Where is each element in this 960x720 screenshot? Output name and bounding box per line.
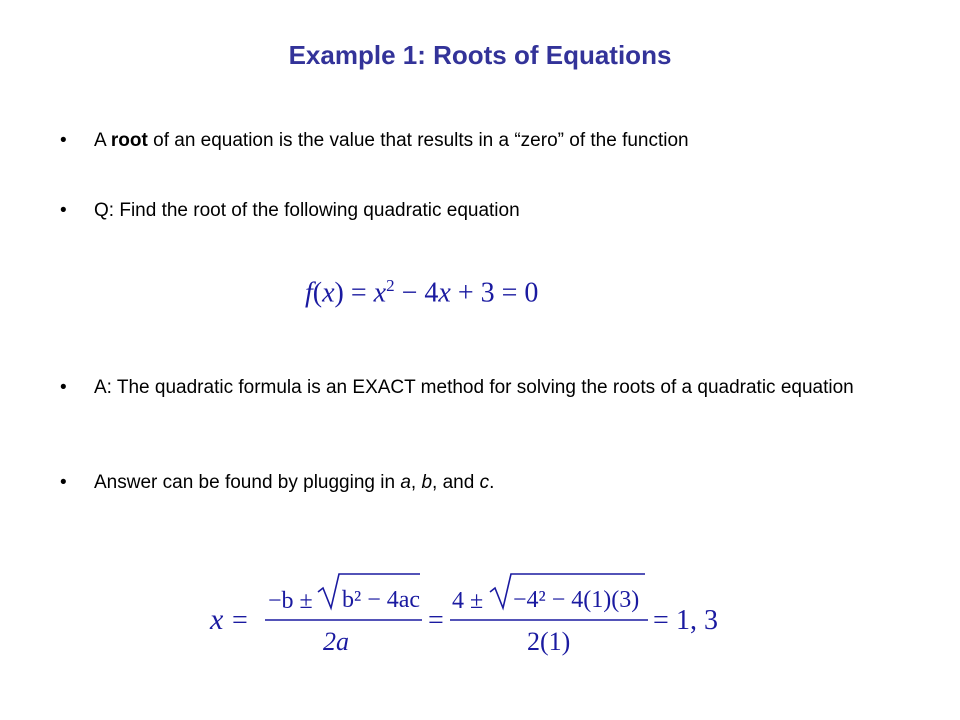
formula-denominator: 2a bbox=[323, 627, 349, 656]
numeric-radicand: −4² − 4(1)(3) bbox=[513, 587, 640, 613]
bullet-text: A: The quadratic formula is an EXACT method for solving the roots of a quadratic equation bbox=[94, 377, 854, 398]
numeric-numerator-prefix: 4 ± bbox=[452, 588, 484, 614]
bullet-text: A root of an equation is the value that results in a “zero” of the function bbox=[94, 130, 689, 151]
formula-equals: = bbox=[428, 605, 444, 636]
bullet-dot: • bbox=[60, 130, 67, 151]
bullet-text: Answer can be found by plugging in a, b, and c. bbox=[94, 472, 495, 493]
formula-radicand: b² − 4ac bbox=[342, 587, 421, 613]
formula-equals: = bbox=[653, 605, 669, 636]
formula-equals: = bbox=[232, 605, 248, 636]
formula-numerator-prefix: −b ± bbox=[268, 588, 313, 614]
bold-term: root bbox=[110, 130, 148, 151]
numeric-denominator: 2(1) bbox=[527, 627, 571, 656]
formula-result: 1, 3 bbox=[676, 605, 718, 636]
bullet-dot: • bbox=[60, 377, 67, 398]
bullet-dot: • bbox=[60, 200, 67, 221]
bullet-dot: • bbox=[60, 472, 67, 493]
slide-title: Example 1: Roots of Equations bbox=[288, 40, 672, 70]
quadratic-equation: $f(x) = x^2 - 4x + 3 = 0$ bbox=[305, 276, 539, 309]
bullet-text: Q: Find the root of the following quadratic equation bbox=[94, 200, 520, 221]
formula-x: x bbox=[210, 603, 224, 636]
